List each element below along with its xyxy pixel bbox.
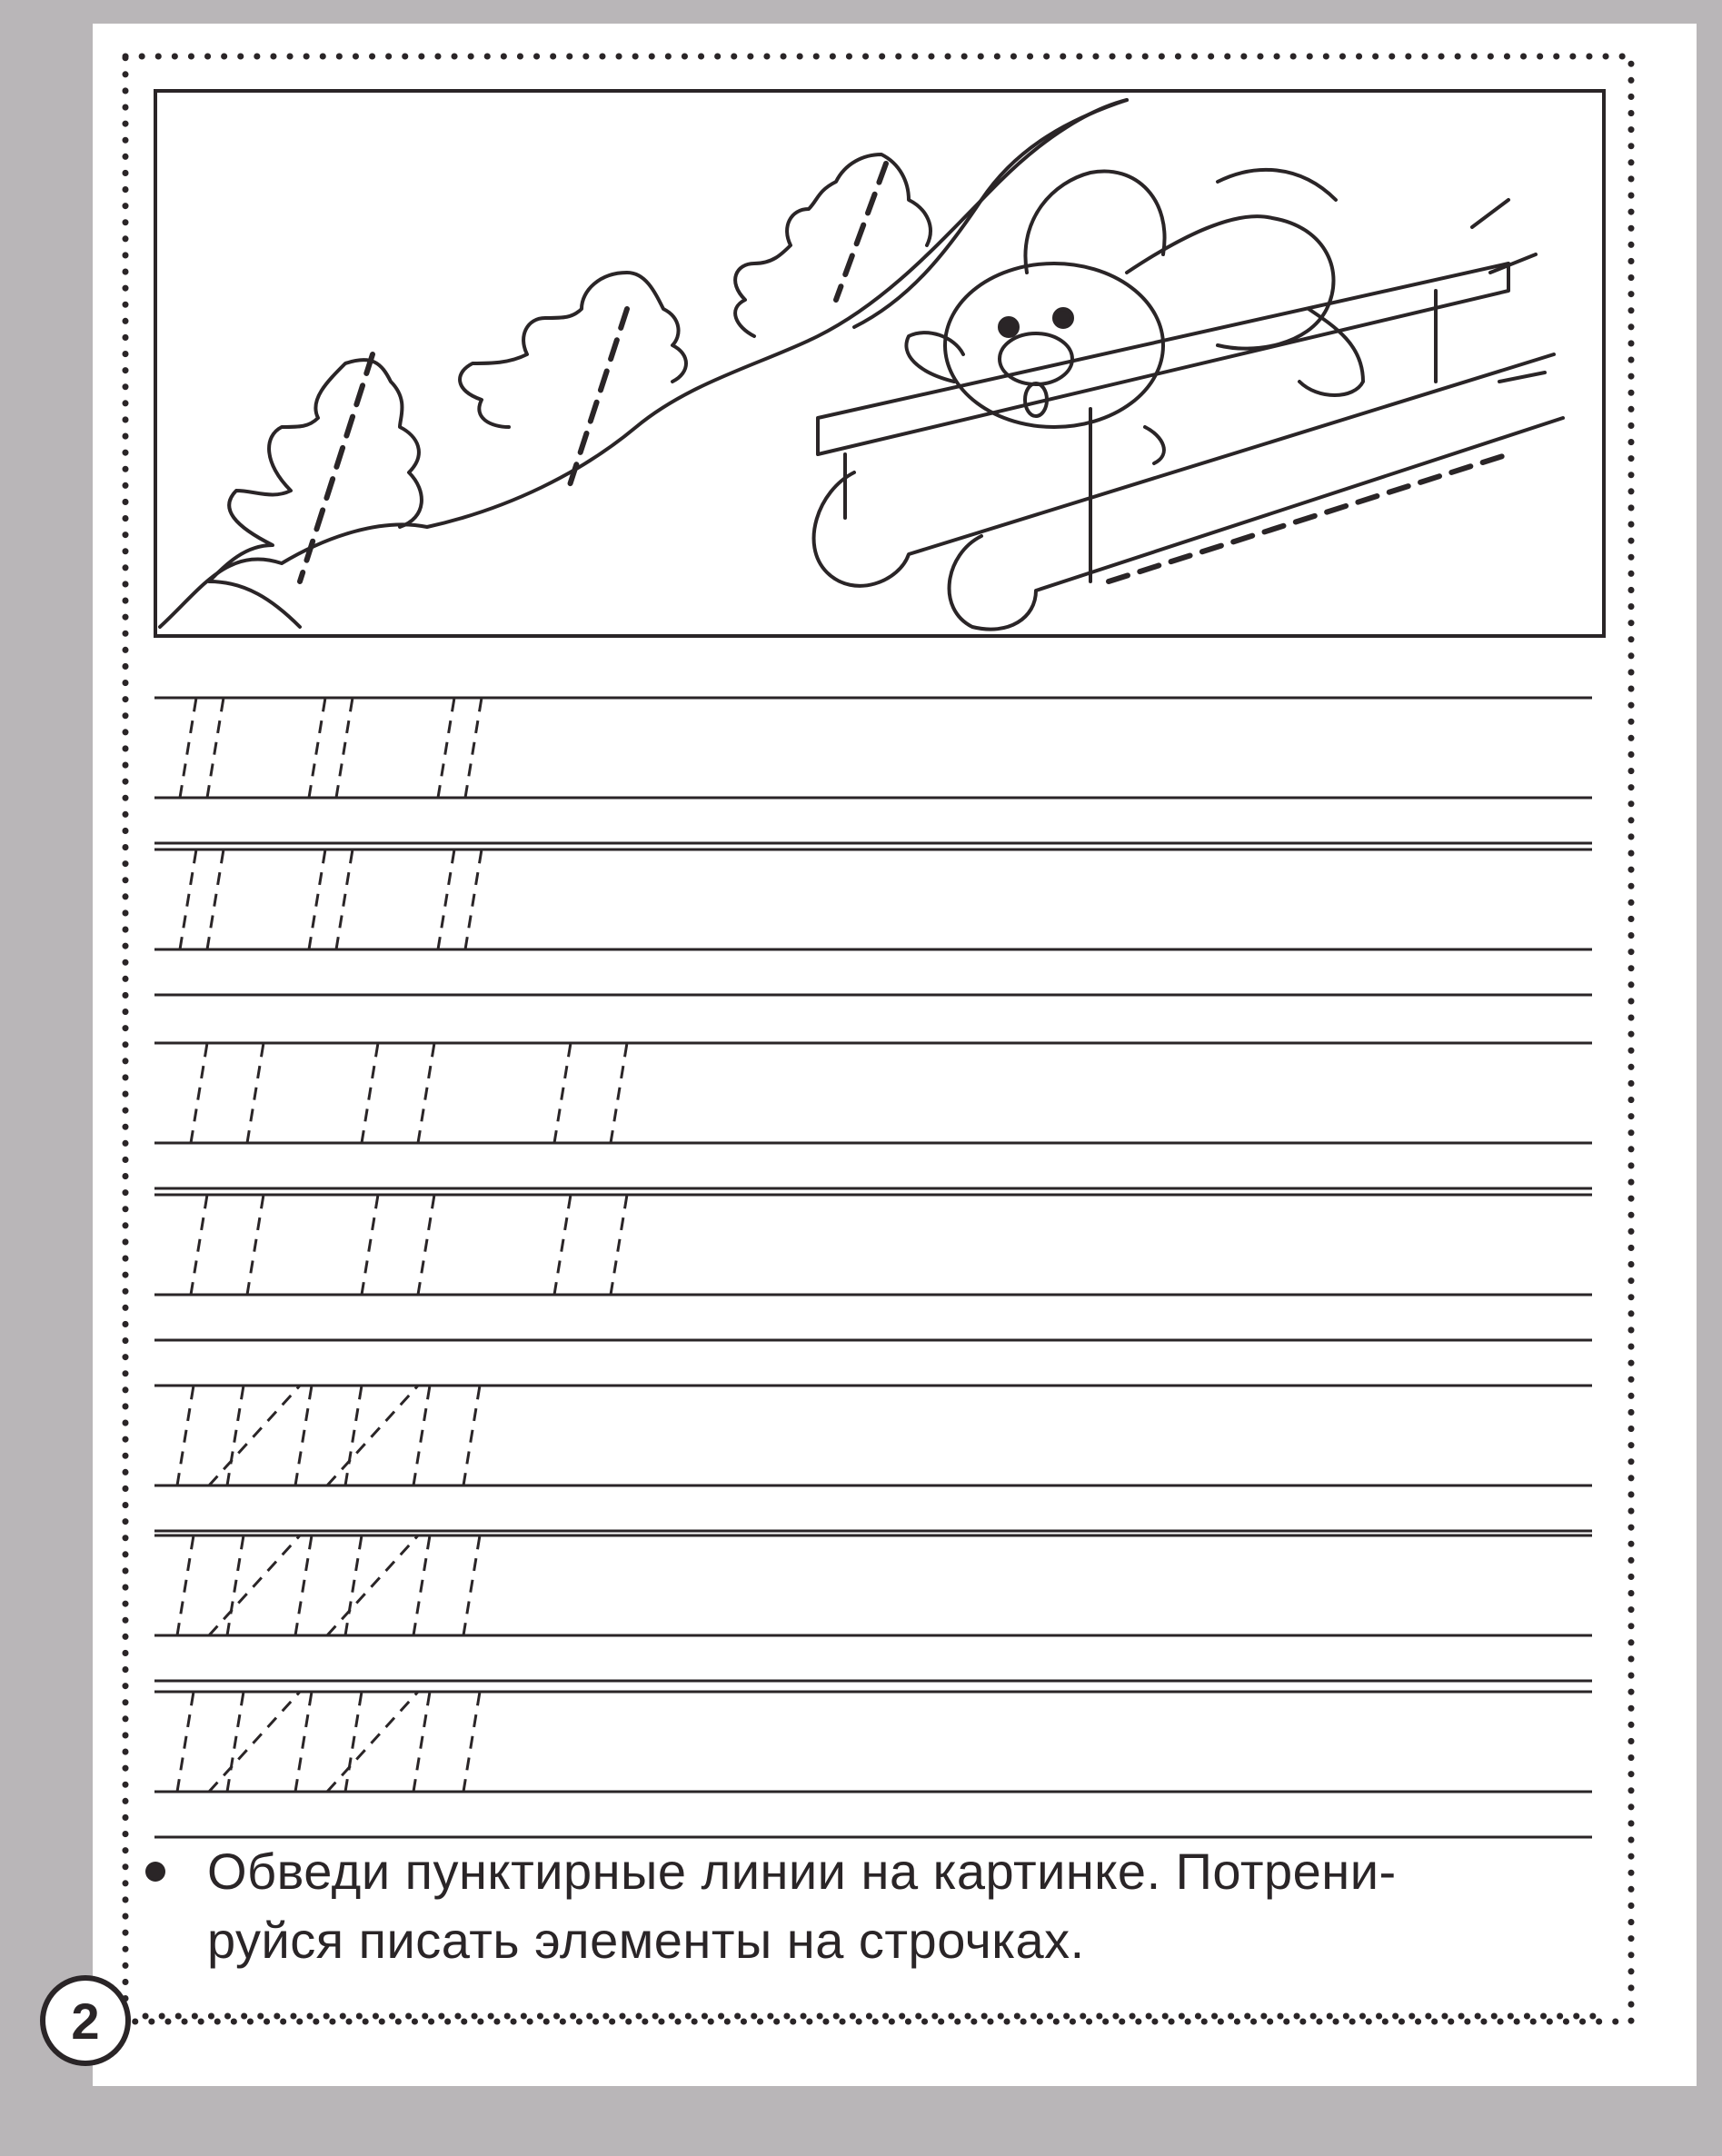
instruction-line-2: руйся писать элементы на строчках. xyxy=(207,1912,1085,1969)
instruction-line-1: Обведи пунктирные линии на картинке. Потрени- xyxy=(207,1843,1397,1900)
bullet-point xyxy=(145,1862,165,1882)
instruction-text xyxy=(207,1837,1598,1975)
bunny-on-sled-illustration xyxy=(155,91,1604,636)
page-number-badge: 2 xyxy=(40,1975,131,2066)
